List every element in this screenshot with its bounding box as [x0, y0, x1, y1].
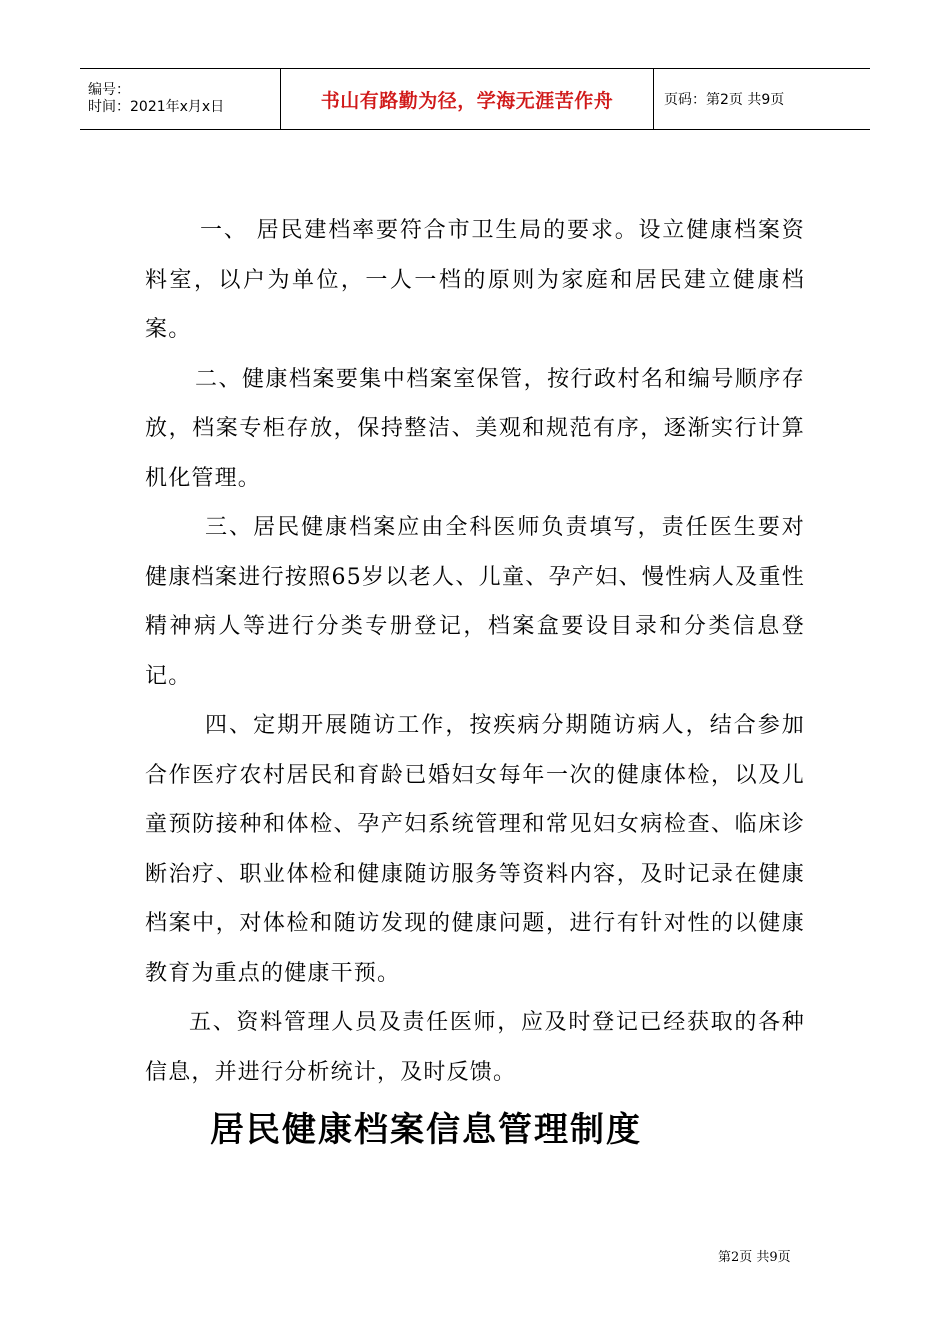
- document-number-label: 编号：: [88, 82, 130, 98]
- footer-page-number: 第2页 共9页: [718, 1250, 791, 1265]
- paragraph-2: 二、健康档案要集中档案室保管，按行政村名和编号顺序存放，档案专柜存放，保持整洁、美观和规范有序，逐渐实行计算机化管理。: [145, 366, 805, 491]
- document-body: [145, 206, 805, 1097]
- header-motto: [280, 69, 654, 129]
- document-date: 时间：2021年x月x日: [88, 99, 225, 115]
- paragraph-3: 三、居民健康档案应由全科医师负责填写，责任医生要对健康档案进行按照65岁以老人、儿童、孕产妇、慢性病人及重性精神病人等进行分类专册登记，档案盒要设目录和分类信息登记。: [145, 515, 805, 689]
- header-page-info: [654, 69, 870, 129]
- section-title: 居民健康档案信息管理制度: [210, 1110, 642, 1150]
- header-page-number: 页码：第2页 共9页: [664, 92, 785, 108]
- paragraph-1: 一、 居民建档率要符合市卫生局的要求。设立健康档案资料室，以户为单位，一人一档的原则为家庭和居民建立健康档案。: [145, 218, 805, 342]
- paragraph-5: 五、资料管理人员及责任医师，应及时登记已经获取的各种信息，并进行分析统计，及时反馈。: [145, 1010, 805, 1085]
- page-footer: [718, 1246, 791, 1265]
- paragraph-4: 四、定期开展随访工作，按疾病分期随访病人，结合参加合作医疗农村居民和育龄已婚妇女每年一次的健康体检，以及儿童预防接种和体检、孕产妇系统管理和常见妇女病检查、临床诊断治疗、职业体检和健康随访服务等资料内容，及时记录在健康档案中，对体检和随访发现的健康问题，进行有针对性的以健康教育为重点的健康干预。: [145, 713, 805, 986]
- page-header: [80, 68, 870, 130]
- motto-text: 书山有路勤为径，学海无涯苦作舟: [320, 89, 614, 112]
- header-meta: [80, 69, 280, 129]
